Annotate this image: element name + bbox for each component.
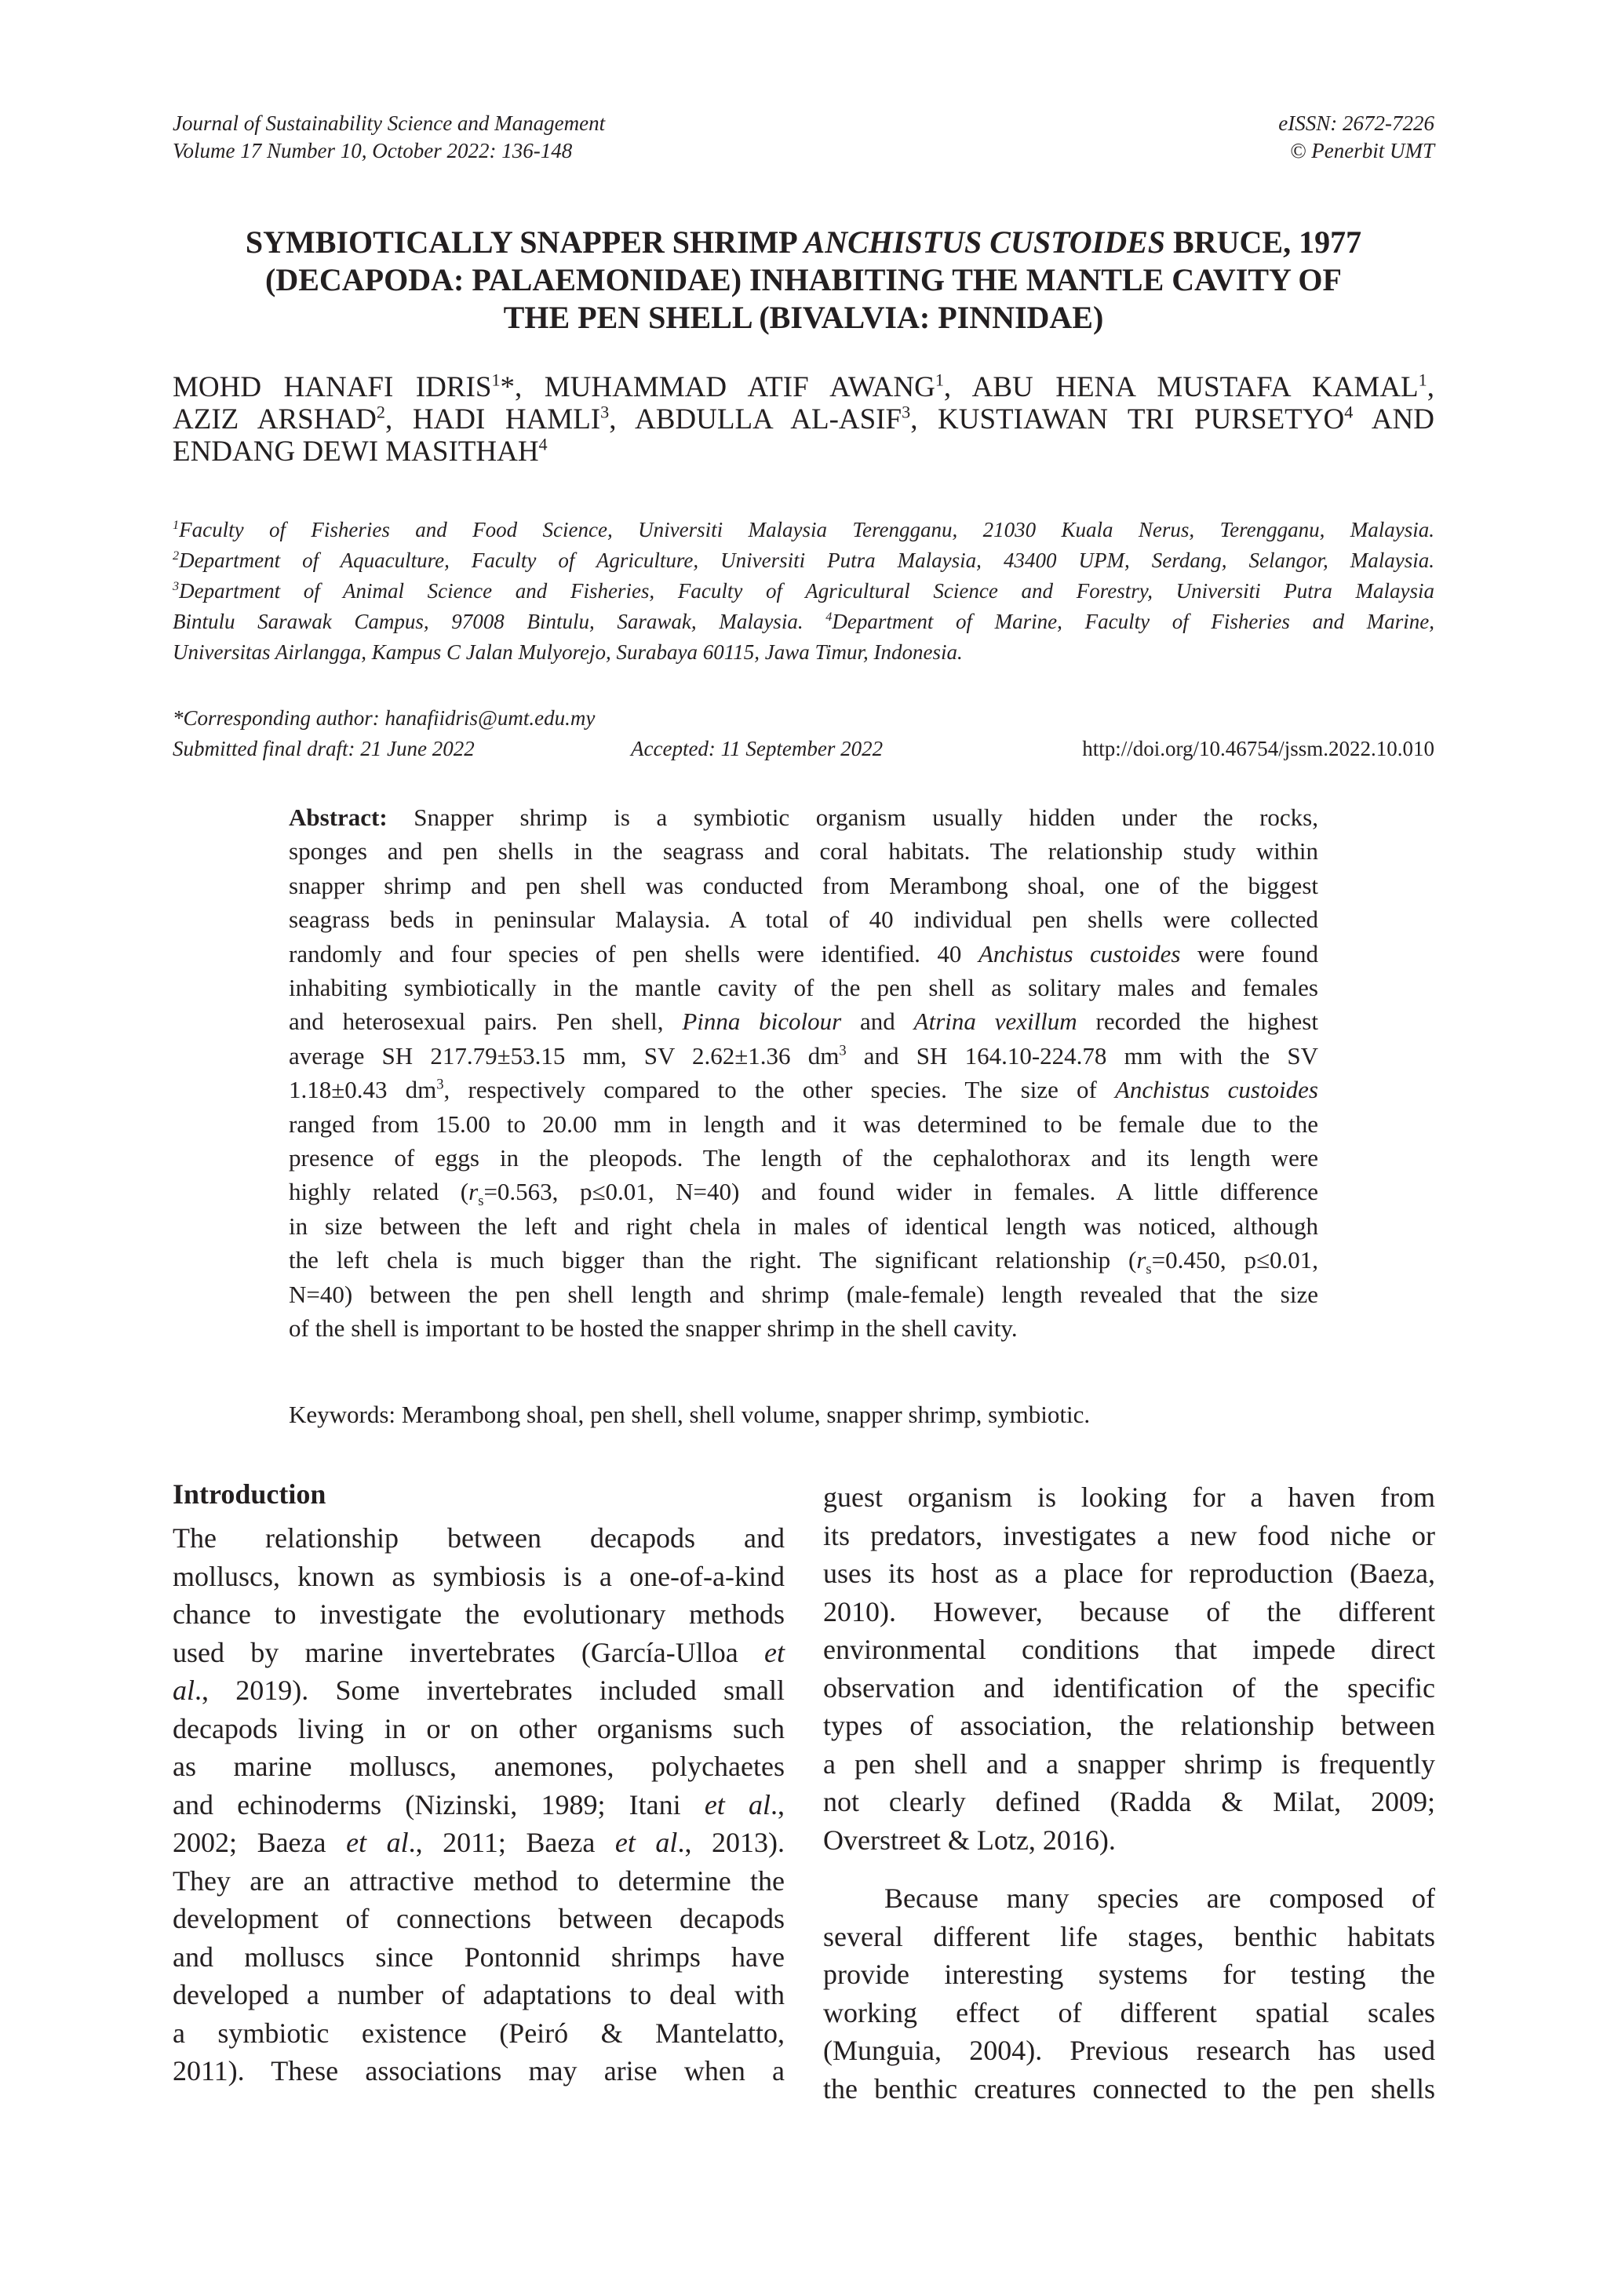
abstract-line: seagrass beds in peninsular Malaysia. A total of 40 individual pen shells were collected — [289, 906, 1318, 934]
title-line-1: SYMBIOTICALLY SNAPPER SHRIMP ANCHISTUS CUSTOIDES BRUCE, 1977 — [245, 224, 1362, 260]
author-name: MOHD HANAFI IDRIS — [173, 371, 492, 403]
section-heading-introduction: Introduction — [173, 1478, 326, 1510]
issn-header — [1278, 110, 1434, 165]
intro-left-column — [173, 1475, 785, 2090]
body-line: environmental conditions that impede direct — [823, 1634, 1435, 1665]
body-line: its predators, investigates a new food niche or — [823, 1519, 1435, 1551]
species-name: ANCHISTUS CUSTOIDES — [804, 224, 1166, 260]
body-line: a symbiotic existence (Peiró & Mantelatto, — [173, 2017, 785, 2049]
body-line: molluscs, known as symbiosis is a one-of-a-kind — [173, 1560, 785, 1592]
body-line: decapods living in or on other organisms such — [173, 1712, 785, 1744]
body-line: provide interesting systems for testing the — [823, 1959, 1435, 1990]
body-line: as marine molluscs, anemones, polychaetes — [173, 1751, 785, 1782]
body-line: developed a number of adaptations to deal with — [173, 1979, 785, 2010]
body-line: and molluscs since Pontonnid shrimps have — [173, 1941, 785, 1973]
abstract-line: highly related ($r_s=0.563$, p≤0.01, N=40) and found wider in females. A little difference — [289, 1178, 1318, 1210]
journal-header — [173, 110, 605, 165]
abstract-line: presence of eggs in the pleopods. The length of the cephalothorax and its length were — [289, 1144, 1318, 1172]
abstract-line: Abstract: Snapper shrimp is a symbiotic organism usually hidden under the rocks, — [289, 804, 1318, 831]
abstract-line: average SH 217.79±53.15 mm, SV 2.62±1.36 $dm^3$ and SH 164.10-224.78 mm with the SV — [289, 1041, 1318, 1070]
affiliation-4: Department of Marine, Faculty of Fisheries and Marine, — [832, 610, 1434, 633]
title-line-3: THE PEN SHELL (BIVALVIA: PINNIDAE) — [503, 300, 1104, 335]
author-name: ABU HENA MUSTAFA KAMAL — [971, 371, 1419, 403]
body-line: and echinoderms (Nizinski, 1989; Itani et al., — [173, 1788, 785, 1820]
body-line: (Munguia, 2004). Previous research has used — [823, 2035, 1435, 2066]
doi-link[interactable]: http://doi.org/10.46754/jssm.2022.10.010 — [1082, 737, 1434, 760]
body-line: guest organism is looking for a haven from — [823, 1481, 1435, 1513]
author-name: ENDANG DEWI MASITHAH — [173, 436, 539, 468]
abstract-line: ranged from 15.00 to 20.00 mm in length and it was determined to be female due to the — [289, 1110, 1318, 1138]
abstract-line: in size between the left and right chela in males of identical length was noticed, although — [289, 1212, 1318, 1240]
body-line: Because many species are composed of — [884, 1882, 1435, 1914]
paper-title — [173, 224, 1434, 337]
eissn: eISSN: 2672-7226 — [1278, 111, 1434, 135]
abstract-line: sponges and pen shells in the seagrass and coral habitats. The relationship study within — [289, 837, 1318, 866]
body-line: 2002; Baeza et al., 2011; Baeza et al., 2013). — [173, 1827, 785, 1858]
affiliation-2: $^2$Department of Aquaculture, Faculty of Agriculture, Universiti Putra Malaysia, 43400 UPM, Serdang, Selangor, Malaysia. — [173, 548, 1434, 572]
title-line-2: (DECAPODA: PALAEMONIDAE) INHABITING THE MANTLE CAVITY OF — [265, 262, 1342, 297]
body-line: uses its host as a place for reproduction (Baeza, — [823, 1558, 1435, 1589]
affiliation-4-cont: Universitas Airlangga, Kampus C Jalan Mulyorejo, Surabaya 60115, Jawa Timur, Indonesia. — [173, 640, 963, 664]
author-name: HADI HAMLI — [412, 403, 601, 436]
affiliation-1: $^1$Faculty of Fisheries and Food Science, Universiti Malaysia Terengganu, 21030 Kuala Nerus, Terengganu, Malaysia. — [173, 518, 1434, 541]
body-line: Overstreet & Lotz, 2016). — [823, 1824, 1116, 1856]
author-list — [173, 371, 1434, 468]
abstract — [289, 800, 1318, 1346]
body-line: used by marine invertebrates (García-Ulloa et — [173, 1636, 785, 1668]
body-line: al., 2019). Some invertebrates included small — [173, 1675, 785, 1706]
body-line: 2011). These associations may arise when a — [173, 2055, 785, 2086]
body-line: working effect of different spatial scales — [823, 1996, 1435, 2028]
body-line: several different life stages, benthic habitats — [823, 1920, 1435, 1952]
affiliation-3-cont: Bintulu Sarawak Campus, 97008 Bintulu, Sarawak, Malaysia. $^4$Department of Marine, Faculty of Fisheries and Marine, — [173, 610, 1434, 633]
author-name: ABDULLA AL-ASIF — [635, 403, 902, 436]
author-name: MUHAMMAD ATIF AWANG — [544, 371, 935, 403]
body-line: They are an attractive method to determine the — [173, 1864, 785, 1897]
author-name: AZIZ ARSHAD — [173, 403, 377, 436]
author-line-2: AZIZ ARSHAD$^2$, HADI HAMLI$^3$, ABDULLA AL-ASIF$^3$, KUSTIAWAN TRI PURSETYO$^4$ AND — [173, 402, 1434, 436]
keywords: Keywords: Merambong shoal, pen shell, shell volume, snapper shrimp, symbiotic. — [289, 1401, 1091, 1428]
abstract-line: 1.18±0.43 $dm^3$, respectively compared to the other species. The size of Anchistus custoides — [289, 1076, 1318, 1104]
abstract-line: inhabiting symbiotically in the mantle cavity of the pen shell as solitary males and females — [289, 974, 1318, 1002]
affiliation-3: $^3$Department of Animal Science and Fisheries, Faculty of Agricultural Science and Forestry, Universiti Putra Malaysia — [173, 579, 1434, 603]
author-name: KUSTIAWAN TRI PURSETYO — [938, 403, 1345, 436]
body-line: observation and identification of the specific — [823, 1671, 1435, 1704]
body-line: 2010). However, because of the different — [823, 1595, 1435, 1627]
body-line: chance to investigate the evolutionary methods — [173, 1598, 785, 1630]
body-line: the benthic creatures connected to the pen shells — [823, 2072, 1435, 2105]
abstract-line: and heterosexual pairs. Pen shell, Pinna bicolour and Atrina vexillum recorded the highest — [289, 1008, 1318, 1036]
body-line: a pen shell and a snapper shrimp is frequently — [823, 1748, 1435, 1780]
corresponding-author: *Corresponding author: hanafiidris@umt.edu.my — [173, 706, 596, 730]
abstract-line: of the shell is important to be hosted the snapper shrimp in the shell cavity. — [289, 1314, 1018, 1343]
accepted-date: Accepted: 11 September 2022 — [631, 737, 884, 760]
author-line-3: ENDANG DEWI MASITHAH$^4$ — [173, 434, 548, 468]
affiliations — [173, 515, 1434, 668]
author-line-1: MOHD HANAFI IDRIS$^1$*, MUHAMMAD ATIF AWANG$^1$, ABU HENA MUSTAFA KAMAL$^1$, — [173, 370, 1434, 403]
paragraph-2 — [823, 1879, 1435, 2108]
journal-name: Journal of Sustainability Science and Management — [173, 111, 606, 135]
publisher: © Penerbit UMT — [1290, 139, 1434, 162]
abstract-line: N=40) between the pen shell length and shrimp (male-female) length revealed that the size — [289, 1280, 1318, 1308]
abstract-line: randomly and four species of pen shells were identified. 40 Anchistus custoides were found — [289, 939, 1319, 968]
abstract-label: Abstract: — [289, 804, 388, 831]
body-line: The relationship between decapods and — [173, 1522, 785, 1554]
abstract-line: the left chela is much bigger than the right. The significant relationship ($r_s=0.450$, p≤0.01, — [289, 1246, 1319, 1278]
body-line: development of connections between decapods — [173, 1903, 785, 1934]
body-line: not clearly defined (Radda & Milat, 2009; — [823, 1786, 1435, 1817]
abstract-line: snapper shrimp and pen shell was conducted from Merambong shoal, one of the biggest — [289, 871, 1318, 899]
body-line: types of association, the relationship between — [823, 1710, 1435, 1741]
submitted-date: Submitted final draft: 21 June 2022 — [173, 737, 475, 760]
intro-right-column — [823, 1478, 1435, 2108]
journal-volume: Volume 17 Number 10, October 2022: 136-148 — [173, 139, 573, 162]
